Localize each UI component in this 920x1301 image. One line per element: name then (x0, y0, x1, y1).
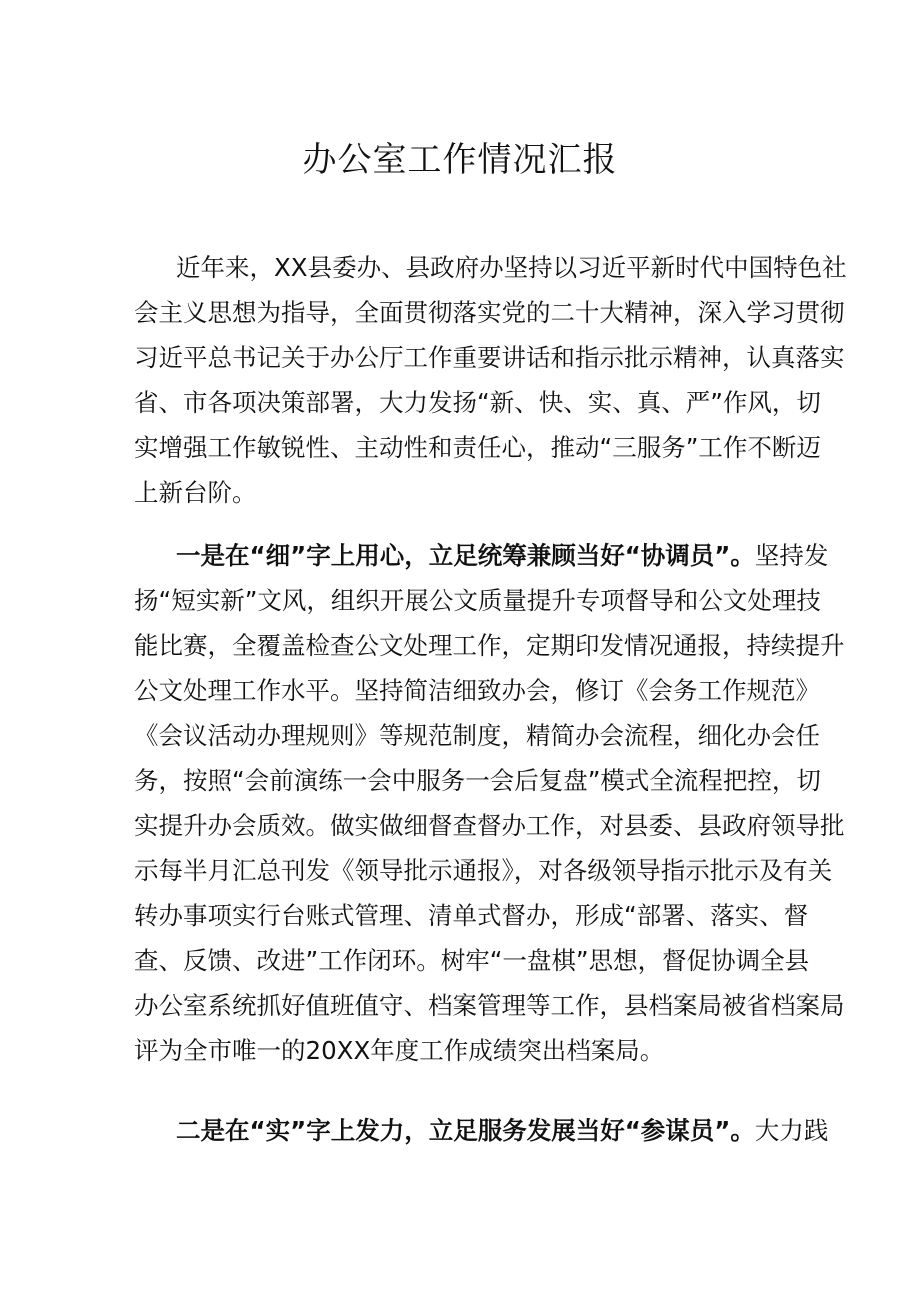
paragraph-2-line-4: 公文处理工作水平。坚持简洁细致办会，修订《会务工作规范》 (134, 676, 820, 705)
paragraph-2-lead-rest: 坚持发 (754, 541, 829, 570)
paragraph-2-line-7: 实提升办会质效。做实做细督查督办工作，对县委、县政府领导批 (134, 811, 845, 840)
paragraph-2-line-11: 办公室系统抓好值班值守、档案管理等工作，县档案局被省档案局 (134, 991, 845, 1020)
paragraph-1-line-1: 近年来，XX县委办、县政府办坚持以习近平新时代中国特色社 (176, 253, 847, 282)
paragraph-1-line-5: 实增强工作敏锐性、主动性和责任心，推动“三服务”工作不断迈 (134, 433, 821, 462)
paragraph-2-line-3: 能比赛，全覆盖检查公文处理工作，定期印发情况通报，持续提升 (134, 631, 845, 660)
paragraph-2-line-1 (176, 538, 836, 574)
paragraph-1-line-4: 省、市各项决策部署，大力发扬“新、快、实、真、严”作风，切 (134, 388, 821, 417)
paragraph-2-line-12: 评为全市唯一的20XX年度工作成绩突出档案局。 (134, 1036, 665, 1065)
paragraph-2-line-5: 《会议活动办理规则》等规范制度，精简办会流程，细化办会任 (134, 721, 820, 750)
paragraph-2-line-9: 转办事项实行台账式管理、清单式督办，形成“部署、落实、督 (134, 901, 809, 930)
paragraph-1-line-6: 上新台阶。 (134, 478, 257, 507)
paragraph-1-line-3: 习近平总书记关于办公厅工作重要讲话和指示批示精神，认真落实 (134, 343, 845, 372)
paragraph-3-line-1 (176, 1113, 836, 1149)
paragraph-3-lead-rest: 大力践 (754, 1116, 829, 1145)
paragraph-2-line-8: 示每半月汇总刊发《领导批示通报》，对各级领导指示批示及有关 (134, 856, 833, 885)
paragraph-1-line-2: 会主义思想为指导，全面贯彻落实党的二十大精神，深入学习贯彻 (134, 298, 845, 327)
paragraph-2-heading: 一是在“细”字上用心，立足统筹兼顾当好“协调员”。 (176, 541, 755, 570)
paragraph-2-line-2: 扬“短实新”文风，组织开展公文质量提升专项督导和公文处理技 (134, 586, 821, 615)
document-title: 办公室工作情况汇报 (302, 140, 618, 180)
paragraph-2-line-10: 查、反馈、改进”工作闭环。树牢“一盘棋”思想，督促协调全县 (134, 946, 810, 975)
paragraph-2-line-6: 务，按照“会前演练一会中服务一会后复盘”模式全流程把控，切 (134, 766, 821, 795)
paragraph-3-heading: 二是在“实”字上发力，立足服务发展当好“参谋员”。 (176, 1116, 755, 1145)
